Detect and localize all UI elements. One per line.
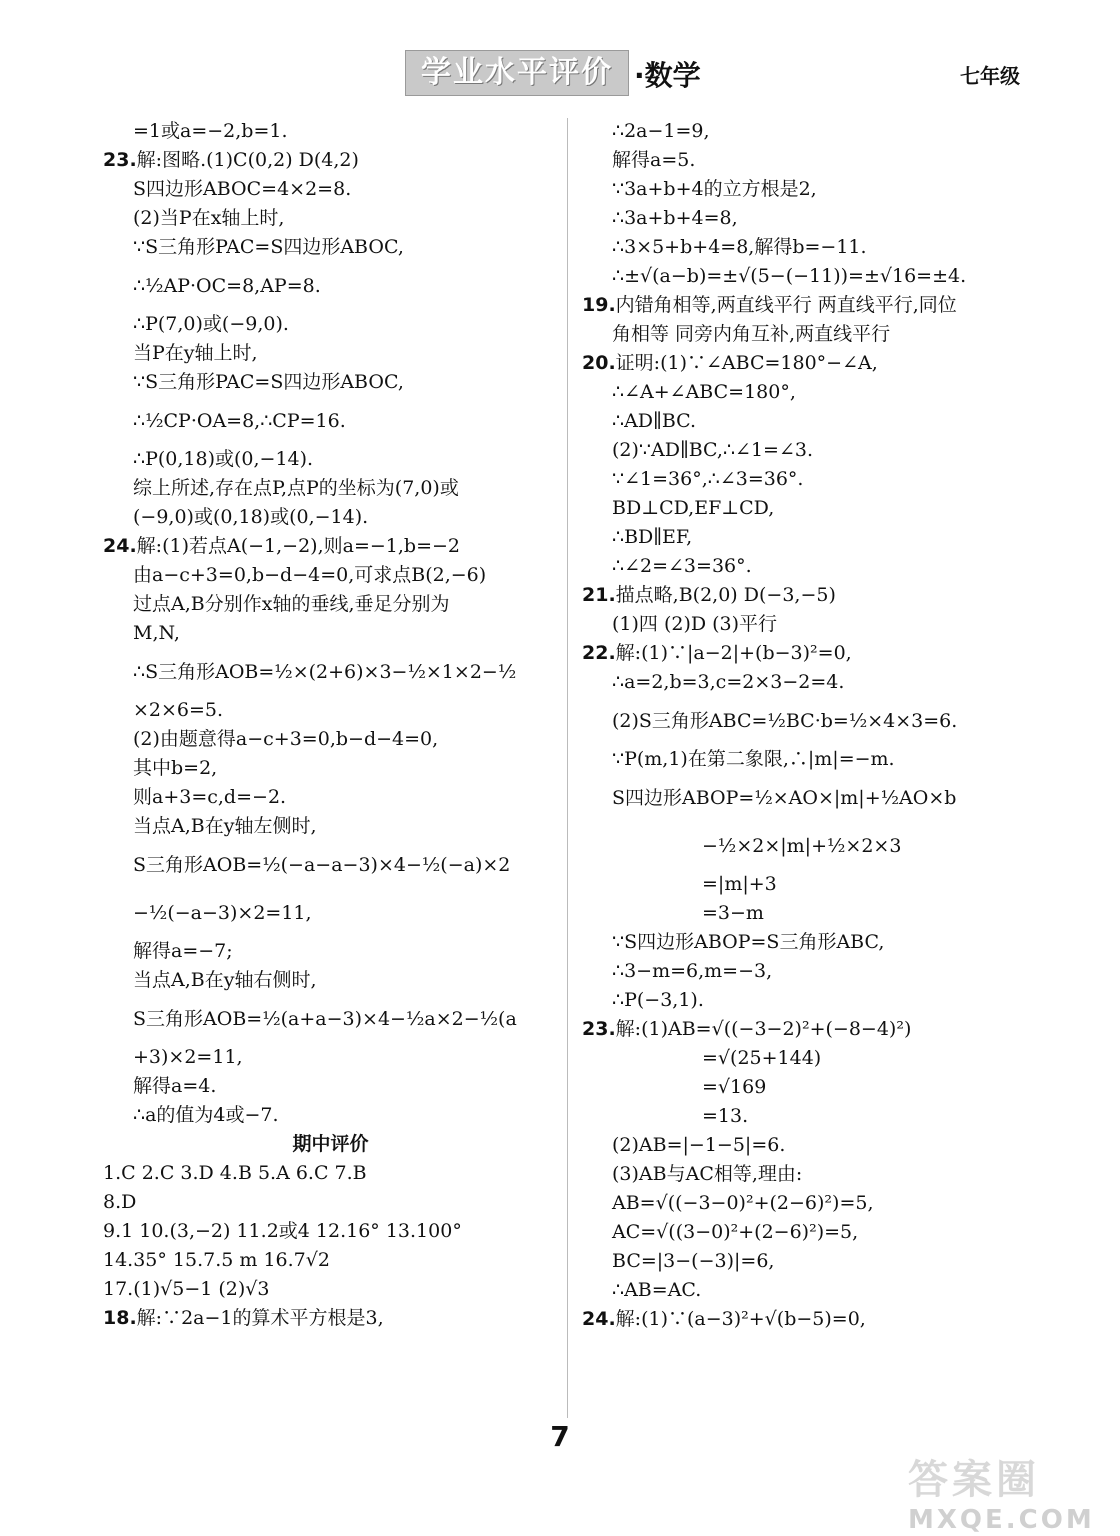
answer-text: 解:(1)∵(a−3)²+√(b−5)=0, [615,1308,866,1330]
answer-line [582,870,1037,899]
answer-line [103,1217,558,1246]
answer-line [582,639,1037,668]
answer-text: (2)S三角形ABC=½BC·b=½×4×3=6. [612,710,958,732]
answer-text: =|m|+3 [702,873,777,895]
answer-line [103,397,558,445]
answer-line [582,581,1037,610]
answer-line [103,1072,558,1101]
answer-line [582,899,1037,928]
answer-line [582,378,1037,407]
answer-text: AB=√((−3−0)²+(2−6)²)=5, [612,1192,874,1214]
answer-line [103,812,558,841]
question-number: 20. [582,352,616,374]
answer-line [582,1044,1037,1073]
answer-text: ∴a的值为4或−7. [133,1104,279,1126]
answer-text: ×2×6=5. [133,699,224,721]
answer-text: ∴AB=AC. [612,1279,702,1301]
answer-line [582,928,1037,957]
answer-line [582,320,1037,349]
page-header [0,48,1120,100]
answer-line [582,146,1037,175]
answer-text: ∵∠1=36°,∴∠3=36°. [612,468,804,490]
answer-text: ∵S四边形ABOP=S三角形ABC, [612,931,885,953]
answer-text: (−9,0)或(0,18)或(0,−14). [133,506,369,528]
answer-text: ∴±√(a−b)=±√(5−(−11))=±√16=±4. [612,265,967,287]
answer-line [582,822,1037,870]
answer-line [103,117,558,146]
answer-text: ∴3−m=6,m=−3, [612,960,773,982]
answer-line [103,966,558,995]
answer-line [103,619,558,648]
answer-text: AC=√((3−0)²+(2−6)²)=5, [612,1221,859,1243]
answer-line [103,503,558,532]
answer-text: ∴a=2,b=3,c=2×3−2=4. [612,671,845,693]
answer-line [582,291,1037,320]
answer-text: =√(25+144) [702,1047,822,1069]
answer-line [582,1160,1037,1189]
answer-line [582,986,1037,1015]
answer-text: 9.1 10.(3,−2) 11.2或4 12.16° 13.100° [103,1220,462,1242]
answer-text: 由a−c+3=0,b−d−4=0,可求点B(2,−6) [133,564,487,586]
answer-line [103,1130,558,1159]
answer-text: =3−m [702,902,764,924]
answer-line [103,339,558,368]
answer-text: 解:(1)AB=√((−3−2)²+(−8−4)²) [615,1018,912,1040]
answer-line [103,1304,558,1333]
answer-line [103,204,558,233]
answer-line [103,995,558,1043]
answer-text: 解:图略.(1)C(0,2) D(4,2) [136,149,359,171]
answer-text: 14.35° 15.7.5 m 16.7√2 [103,1249,330,1271]
answer-text: 解得a=5. [612,149,696,171]
answer-text: ∴∠2=∠3=36°. [612,555,752,577]
answer-text: S四边形ABOP=½×AO×|m|+½AO×b [612,787,957,809]
answer-text: 解:(1)若点A(−1,−2),则a=−1,b=−2 [136,535,461,557]
answer-text: 解得a=−7; [133,940,233,962]
answer-text: 描点略,B(2,0) D(−3,−5) [615,584,836,606]
answer-line [582,262,1037,291]
answer-text: ∴2a−1=9, [612,120,710,142]
answer-text: ∴P(0,18)或(0,−14). [133,448,314,470]
answer-line [103,310,558,339]
answer-text: 17.(1)√5−1 (2)√3 [103,1278,270,1300]
answer-text: S三角形AOB=½(−a−a−3)×4−½(−a)×2 [133,854,511,876]
answer-text: BD⊥CD,EF⊥CD, [612,497,775,519]
answer-text: ∵S三角形PAC=S四边形ABOC, [133,371,404,393]
question-number: 23. [103,149,137,171]
answer-text: −½(−a−3)×2=11, [133,902,312,924]
answer-line [103,233,558,262]
answer-line [103,1246,558,1275]
grade-label: 七年级 [960,64,1020,88]
answer-text: 当点A,B在y轴左侧时, [133,815,317,837]
answer-line [582,349,1037,378]
watermark-text-top: 答案圈 [908,1457,1040,1503]
subject-label: ·数学 [634,59,701,92]
answer-line [103,368,558,397]
answer-line [582,1102,1037,1131]
answer-line [582,1218,1037,1247]
answer-text: 8.D [103,1191,137,1213]
answer-line [582,204,1037,233]
answer-line [103,889,558,937]
answer-line [103,1275,558,1304]
answer-line [582,117,1037,146]
answer-line [582,668,1037,697]
answer-text: S四边形ABOC=4×2=8. [133,178,352,200]
answer-text: =√169 [702,1076,767,1098]
question-number: 22. [582,642,616,664]
answer-line [103,754,558,783]
answer-line [582,465,1037,494]
answer-line [103,146,558,175]
answer-text: 当P在y轴上时, [133,342,258,364]
answer-text: ∴∠A+∠ABC=180°, [612,381,796,403]
answer-line [103,561,558,590]
answer-line [582,1015,1037,1044]
answer-line [582,957,1037,986]
answer-text: =13. [702,1105,749,1127]
answer-line [103,532,558,561]
answer-text: ∴½CP·OA=8,∴CP=16. [133,410,346,432]
answer-line [103,262,558,310]
answer-text: ∴3a+b+4=8, [612,207,738,229]
answer-line [582,1247,1037,1276]
answer-text: BC=|3−(−3)|=6, [612,1250,775,1272]
answer-text: 1.C 2.C 3.D 4.B 5.A 6.C 7.B [103,1162,367,1184]
answer-text: 综上所述,存在点P,点P的坐标为(7,0)或 [133,477,459,499]
answer-text: ∴BD∥EF, [612,526,693,548]
question-number: 19. [582,294,616,316]
answer-line [103,1188,558,1217]
answer-text: 过点A,B分别作x轴的垂线,垂足分别为 [133,593,450,615]
answer-line [582,407,1037,436]
answer-text: ∵S三角形PAC=S四边形ABOC, [133,236,404,258]
answer-text: (2)当P在x轴上时, [133,207,285,229]
answer-text: 解:∵2a−1的算术平方根是3, [136,1307,384,1329]
question-number: 24. [582,1308,616,1330]
answer-line [582,610,1037,639]
answer-line [103,590,558,619]
answer-line [582,774,1037,822]
answer-line [582,1189,1037,1218]
answer-text: 当点A,B在y轴右侧时, [133,969,317,991]
question-number: 24. [103,535,137,557]
answer-text: (3)AB与AC相等,理由: [612,1163,803,1185]
answer-text: 解得a=4. [133,1075,217,1097]
book-title: 学业水平评价 [405,50,629,96]
answer-line [103,841,558,889]
answer-text: ∴P(−3,1). [612,989,704,1011]
answer-text: 期中评价 [292,1133,369,1155]
answer-text: (2)∵AD∥BC,∴∠1=∠3. [612,439,814,461]
answer-text: ∵P(m,1)在第二象限,∴|m|=−m. [612,748,895,770]
question-number: 23. [582,1018,616,1040]
right-column [582,117,1037,1334]
answer-text: 则a+3=c,d=−2. [133,786,287,808]
page-number: 7 [550,1420,570,1453]
answer-text: (2)由题意得a−c+3=0,b−d−4=0, [133,728,439,750]
answer-line [582,436,1037,465]
answer-line [582,552,1037,581]
answer-text: 角相等 同旁内角互补,两直线平行 [612,323,891,345]
watermark-text-bottom: MXQE.COM [908,1505,1095,1535]
answer-text: 证明:(1)∵∠ABC=180°−∠A, [615,352,878,374]
answer-line [103,175,558,204]
answer-text: ∴½AP·OC=8,AP=8. [133,275,321,297]
answer-line [103,725,558,754]
answer-line [103,937,558,966]
answer-line [103,1159,558,1188]
question-number: 18. [103,1307,137,1329]
answer-line [582,175,1037,204]
answer-text: (1)四 (2)D (3)平行 [612,613,778,635]
answer-text: 其中b=2, [133,757,218,779]
watermark-logo [908,1448,1108,1535]
answer-line [582,1131,1037,1160]
answer-text: S三角形AOB=½(a+a−3)×4−½a×2−½(a [133,1008,517,1030]
answer-text: 解:(1)∵|a−2|+(b−3)²=0, [615,642,852,664]
answer-line [582,494,1037,523]
answer-text: ∴AD∥BC. [612,410,697,432]
answer-text: −½×2×|m|+½×2×3 [702,835,902,857]
answer-line [103,1043,558,1072]
answer-text: (2)AB=|−1−5|=6. [612,1134,786,1156]
answer-text: 内错角相等,两直线平行 两直线平行,同位 [615,294,957,316]
answer-line [582,233,1037,262]
answer-line [103,648,558,696]
question-number: 21. [582,584,616,606]
answer-line [103,474,558,503]
answer-line [103,696,558,725]
answer-text: =1或a=−2,b=1. [133,120,288,142]
answer-line [103,1101,558,1130]
answer-line [582,1276,1037,1305]
answer-line [582,697,1037,745]
answer-line [582,523,1037,552]
answer-line [103,445,558,474]
answer-line [582,1305,1037,1334]
answer-text: +3)×2=11, [133,1046,243,1068]
answer-line [582,1073,1037,1102]
column-divider [567,118,568,1418]
left-column [103,117,558,1333]
answer-text: ∵3a+b+4的立方根是2, [612,178,817,200]
answer-text: ∴S三角形AOB=½×(2+6)×3−½×1×2−½ [133,661,517,683]
answer-text: ∴P(7,0)或(−9,0). [133,313,289,335]
answer-line [582,745,1037,774]
answer-text: M,N, [133,622,180,644]
answer-text: ∴3×5+b+4=8,解得b=−11. [612,236,867,258]
answer-line [103,783,558,812]
